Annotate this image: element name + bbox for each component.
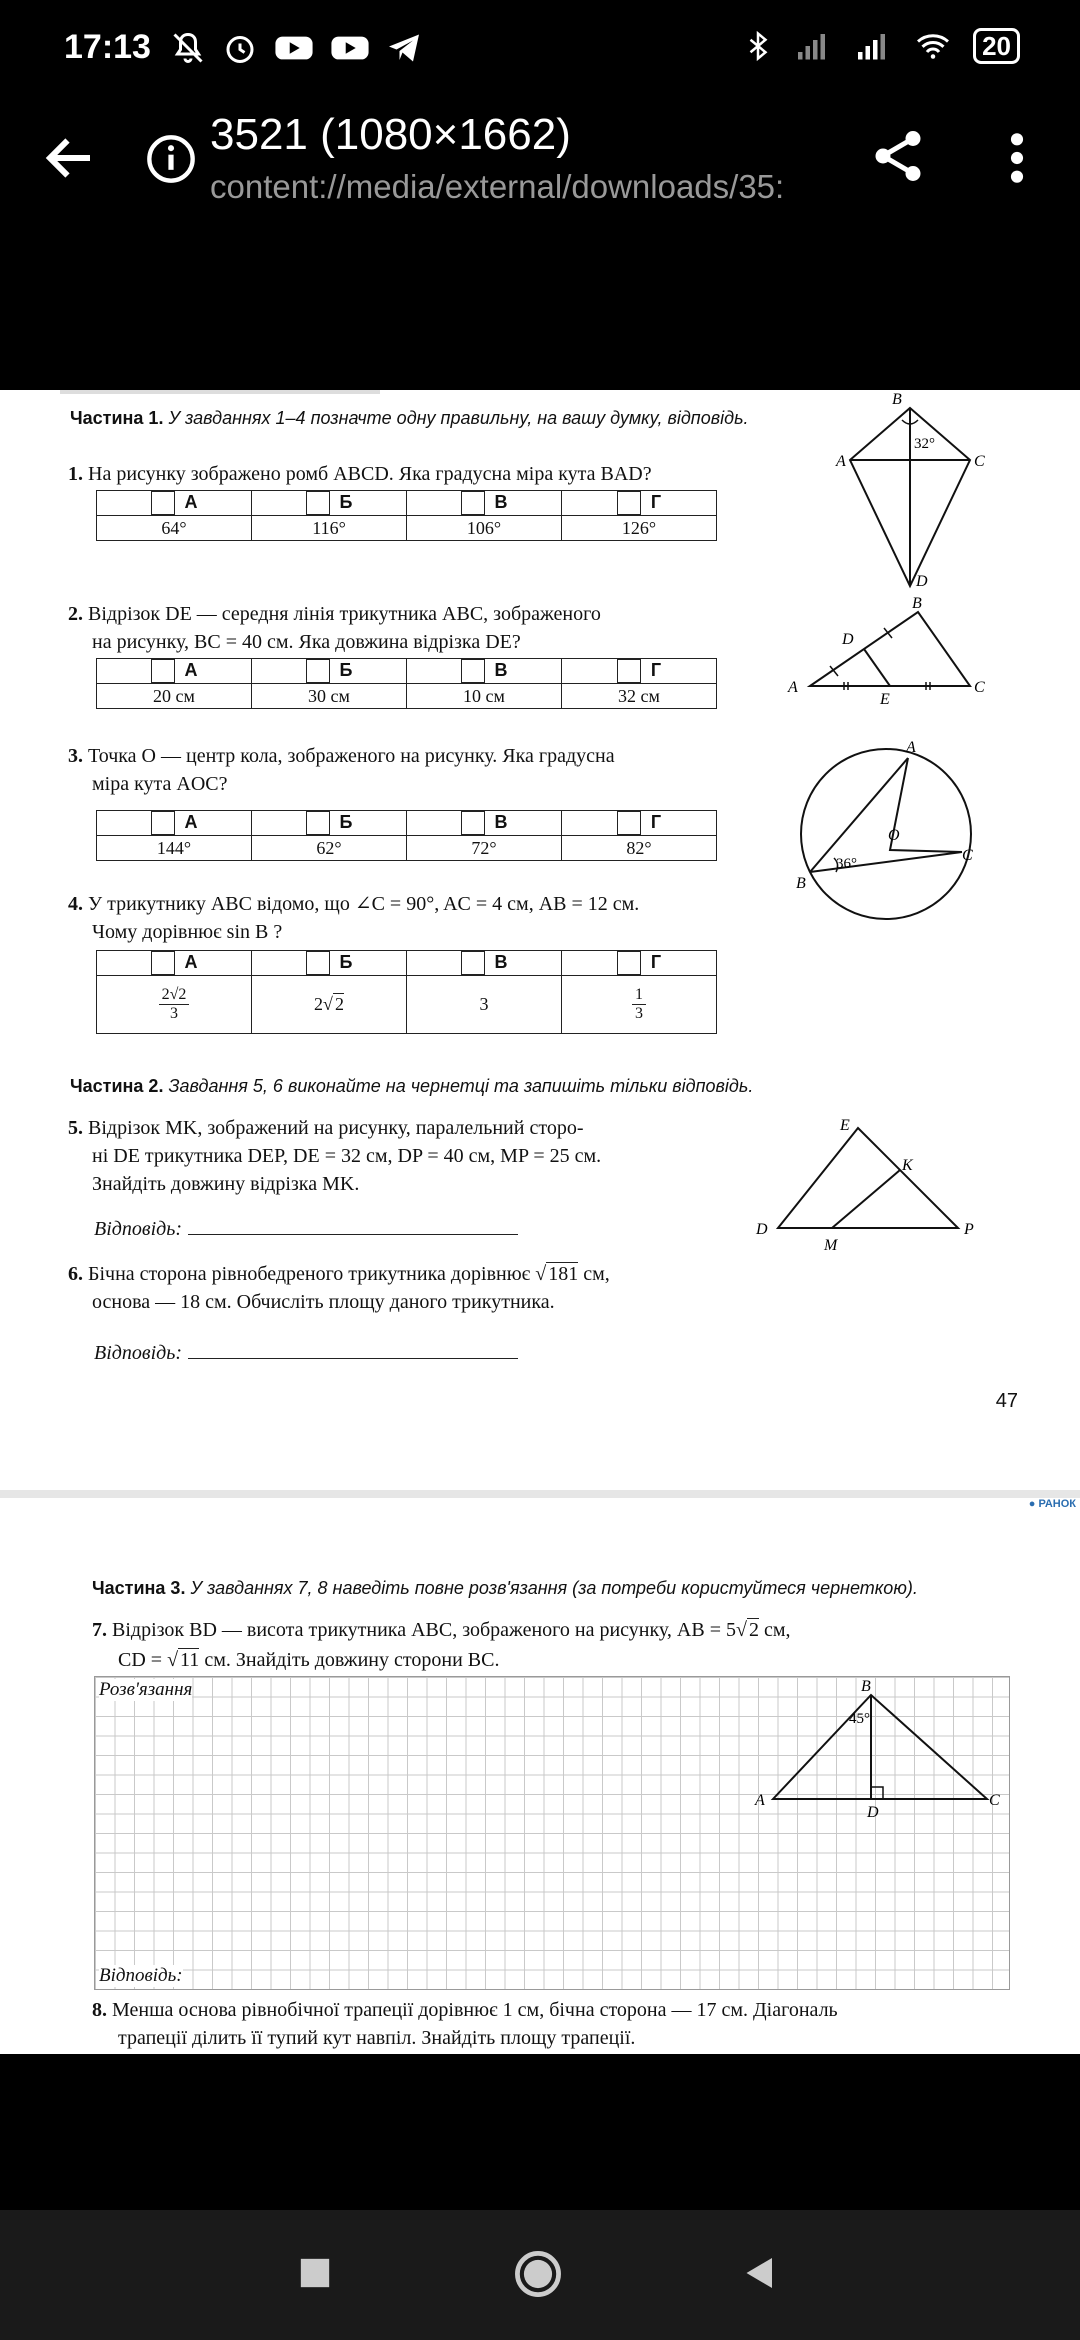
telegram-icon xyxy=(386,30,422,66)
question-6: 6. Бічна сторона рівнобедреного трикутника дорівнює √ 181 см, xyxy=(68,1263,610,1285)
question-5-cont2: Знайдіть довжину відрізка MK. xyxy=(92,1173,360,1195)
answer-cell: 106° xyxy=(407,516,562,541)
label-m: M xyxy=(824,1237,838,1254)
option-g[interactable]: Г xyxy=(562,659,717,684)
option-a[interactable]: А xyxy=(97,951,252,976)
label-k: K xyxy=(902,1157,913,1174)
solution-label: Розв'язання xyxy=(99,1679,193,1700)
option-v[interactable]: В xyxy=(407,659,562,684)
bluetooth-icon xyxy=(743,28,773,64)
option-g[interactable]: Г xyxy=(562,491,717,516)
rhombus-figure xyxy=(830,390,1010,590)
signal-r-icon xyxy=(853,28,893,64)
answer-cell: 126° xyxy=(562,516,717,541)
part1-heading: Частина 1. У завданнях 1–4 позначте одну правильну, на вашу думку, відповідь. xyxy=(70,408,749,428)
label-e: E xyxy=(880,691,890,708)
question-4-cont: Чому дорівнює sin B ? xyxy=(92,921,283,943)
label-d: D xyxy=(867,1804,879,1821)
answer-table-3 xyxy=(96,810,717,861)
publisher-logo: ● РАНОК xyxy=(1028,1498,1076,1510)
label-b: B xyxy=(892,391,902,408)
back-button[interactable] xyxy=(742,2254,778,2292)
question-4: 4. У трикутнику ABC відомо, що ∠C = 90°, AC = 4 см, AB = 12 см. xyxy=(68,893,640,915)
navigation-bar xyxy=(0,2210,1080,2340)
option-a[interactable]: А xyxy=(97,811,252,836)
battery-icon: 20 xyxy=(973,28,1020,64)
answer-cell: 2√ 2 xyxy=(252,976,407,1034)
answer-5[interactable]: Відповідь: xyxy=(94,1216,518,1241)
home-button[interactable] xyxy=(512,2248,564,2300)
label-a: A xyxy=(836,453,846,470)
answer-cell: 64° xyxy=(97,516,252,541)
label-d: D xyxy=(756,1221,768,1238)
answer-cell: 62° xyxy=(252,836,407,861)
top-rule xyxy=(60,390,380,394)
back-arrow-icon[interactable] xyxy=(40,128,100,188)
triangle-midline-figure xyxy=(780,595,1000,708)
question-1: 1. На рисунку зображено ромб ABCD. Яка градусна міра кута BAD? xyxy=(68,463,652,485)
page-title: 3521 (1080×1662) xyxy=(210,110,571,159)
option-b[interactable]: Б xyxy=(252,491,407,516)
share-icon[interactable] xyxy=(868,126,928,186)
label-a: A xyxy=(755,1792,765,1809)
answer-cell: 10 см xyxy=(407,684,562,709)
answer-cell: 3 xyxy=(407,976,562,1034)
document-page-1 xyxy=(0,390,1080,1490)
answer-cell: 82° xyxy=(562,836,717,861)
label-c: C xyxy=(962,847,973,864)
bell-off-icon xyxy=(170,30,206,66)
label-p: P xyxy=(964,1221,974,1238)
question-3-cont: міра кута AOC? xyxy=(92,773,228,795)
document-page-2 xyxy=(0,1498,1080,2054)
answer-cell: 30 см xyxy=(252,684,407,709)
option-v[interactable]: В xyxy=(407,951,562,976)
option-b[interactable]: Б xyxy=(252,811,407,836)
angle-label: 32° xyxy=(914,436,935,452)
label-b: B xyxy=(796,875,806,892)
label-e: E xyxy=(840,1117,850,1134)
answer-cell: $\frac{1}{3}$ xyxy=(562,976,717,1034)
wifi-icon xyxy=(913,28,953,64)
answer-cell: 116° xyxy=(252,516,407,541)
question-5-cont: ні DE трикутника DEP, DE = 32 см, DP = 40 см, MP = 25 см. xyxy=(92,1145,602,1167)
angle-label: 36° xyxy=(836,856,857,872)
page-separator xyxy=(0,1490,1080,1498)
page-number: 47 xyxy=(995,1390,1018,1412)
question-2: 2. Відрізок DE — середня лінія трикутника ABC, зображеного xyxy=(68,603,601,625)
youtube-icon xyxy=(274,30,314,66)
circle-figure xyxy=(790,740,990,930)
label-c: C xyxy=(974,679,985,696)
option-g[interactable]: Г xyxy=(562,951,717,976)
label-b: B xyxy=(912,595,922,612)
answer-cell: $\frac{2√2}{3}$ xyxy=(97,976,252,1034)
alarm-icon xyxy=(222,30,258,66)
option-v[interactable]: В xyxy=(407,491,562,516)
label-d: D xyxy=(842,631,854,648)
option-g[interactable]: Г xyxy=(562,811,717,836)
file-uri: content://media/external/downloads/35: xyxy=(210,168,785,205)
label-o: O xyxy=(888,827,900,844)
recents-button[interactable] xyxy=(298,2256,332,2290)
label-c: C xyxy=(974,453,985,470)
label-a: A xyxy=(788,679,798,696)
answer-cell: 32 см xyxy=(562,684,717,709)
status-bar xyxy=(0,0,1080,100)
info-icon[interactable] xyxy=(145,133,197,185)
answer-cell: 72° xyxy=(407,836,562,861)
question-8-cont: трапеції ділить її тупий кут навпіл. Знайдіть площу трапеції. xyxy=(118,2027,636,2049)
question-2-cont: на рисунку, BC = 40 см. Яка довжина відрізка DE? xyxy=(92,631,521,653)
question-5: 5. Відрізок MK, зображений на рисунку, паралельний сторо- xyxy=(68,1117,584,1139)
option-v[interactable]: В xyxy=(407,811,562,836)
angle-label: 45° xyxy=(849,1711,870,1727)
solution-grid[interactable] xyxy=(94,1676,1010,1990)
label-d: D xyxy=(916,573,928,590)
answer-6[interactable]: Відповідь: xyxy=(94,1340,518,1365)
label-b: B xyxy=(861,1678,871,1695)
answer-table-1 xyxy=(96,490,717,541)
option-a[interactable]: А xyxy=(97,659,252,684)
option-b[interactable]: Б xyxy=(252,951,407,976)
youtube-icon xyxy=(330,30,370,66)
question-8: 8. Менша основа рівнобічної трапеції дорівнює 1 см, бічна сторона — 17 см. Діагональ xyxy=(92,1999,838,2021)
question-6-cont: основа — 18 см. Обчисліть площу даного трикутника. xyxy=(92,1291,555,1313)
clock: 17:13 xyxy=(64,28,151,66)
option-b[interactable]: Б xyxy=(252,659,407,684)
triangle-abc-figure xyxy=(755,1677,1000,1821)
answer-label: Відповідь: xyxy=(99,1965,183,1986)
notification-icons xyxy=(170,30,422,66)
answer-cell: 20 см xyxy=(97,684,252,709)
label-c: C xyxy=(989,1792,1000,1809)
system-icons xyxy=(743,28,1020,64)
part2-heading: Частина 2. Завдання 5, 6 виконайте на чернетці та запишіть тільки відповідь. xyxy=(70,1076,754,1096)
signal-icon xyxy=(793,28,833,64)
option-a[interactable]: А xyxy=(97,491,252,516)
triangle-dep-figure xyxy=(750,1110,990,1260)
question-3: 3. Точка O — центр кола, зображеного на рисунку. Яка градусна xyxy=(68,745,615,767)
answer-table-4 xyxy=(96,950,717,1034)
part3-heading: Частина 3. У завданнях 7, 8 наведіть повне розв'язання (за потреби користуйтеся чернеткою). xyxy=(92,1578,918,1598)
more-options-icon[interactable] xyxy=(1005,130,1029,186)
label-a: A xyxy=(906,739,916,756)
question-7-cont: CD = √ 11 см. Знайдіть довжину сторони BC. xyxy=(118,1649,500,1671)
answer-cell: 144° xyxy=(97,836,252,861)
question-7: 7. Відрізок BD — висота трикутника ABC, зображеного на рисунку, AB = 5√ 2 см, xyxy=(92,1619,791,1641)
answer-table-2 xyxy=(96,658,717,709)
